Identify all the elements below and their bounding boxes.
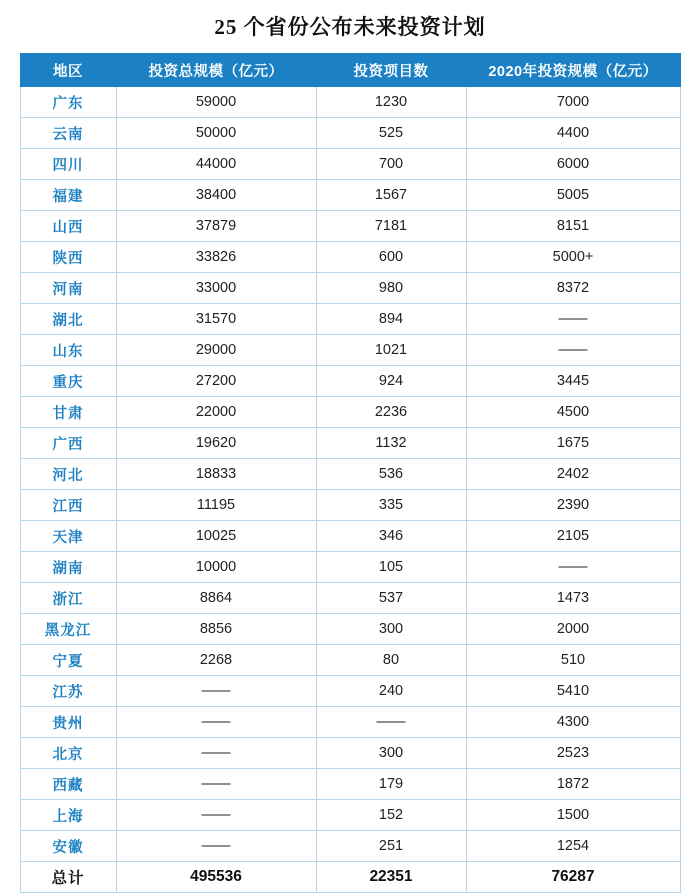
table-row: [20, 149, 680, 180]
cell-region: 福建: [20, 180, 116, 211]
cell-project-count: 105: [316, 552, 466, 583]
table-header-row: [20, 54, 680, 87]
cell-2020-investment: 1254: [466, 831, 680, 862]
cell-region: 山西: [20, 211, 116, 242]
cell-2020-investment: 2523: [466, 738, 680, 769]
cell-2020-investment: 1675: [466, 428, 680, 459]
cell-region: 山东: [20, 335, 116, 366]
table-row: [20, 211, 680, 242]
table-row: [20, 366, 680, 397]
cell-project-count: 894: [316, 304, 466, 335]
cell-2020-investment: 2390: [466, 490, 680, 521]
cell-project-count: 300: [316, 614, 466, 645]
investment-table: [20, 53, 681, 893]
column-header-total-investment: 投资总规模（亿元）: [116, 54, 316, 87]
table-row: [20, 273, 680, 304]
cell-project-count: 2236: [316, 397, 466, 428]
cell-total-investment: 33826: [116, 242, 316, 273]
cell-total-investment: 50000: [116, 118, 316, 149]
table-row: [20, 335, 680, 366]
column-header-region: 地区: [20, 54, 116, 87]
cell-project-count: 7181: [316, 211, 466, 242]
table-row: [20, 831, 680, 862]
cell-total-investment: ——: [116, 738, 316, 769]
cell-region: 黑龙江: [20, 614, 116, 645]
cell-region: 江苏: [20, 676, 116, 707]
cell-region: 上海: [20, 800, 116, 831]
table-row: [20, 676, 680, 707]
cell-region: 陕西: [20, 242, 116, 273]
cell-project-count: 1021: [316, 335, 466, 366]
cell-region: 四川: [20, 149, 116, 180]
cell-2020-investment: 5410: [466, 676, 680, 707]
cell-2020-investment: 4300: [466, 707, 680, 738]
cell-region: 河南: [20, 273, 116, 304]
cell-2020-investment: ——: [466, 304, 680, 335]
cell-project-count: 80: [316, 645, 466, 676]
table-row: [20, 87, 680, 118]
cell-2020-investment: 2000: [466, 614, 680, 645]
cell-project-count: 152: [316, 800, 466, 831]
cell-total-label: 总计: [20, 862, 116, 893]
cell-total-investment: ——: [116, 831, 316, 862]
cell-2020-investment: 5000+: [466, 242, 680, 273]
cell-region: 宁夏: [20, 645, 116, 676]
cell-region: 安徽: [20, 831, 116, 862]
cell-total-investment: 59000: [116, 87, 316, 118]
cell-total-investment: 29000: [116, 335, 316, 366]
column-header-project-count: 投资项目数: [316, 54, 466, 87]
table-row: [20, 614, 680, 645]
table-row: [20, 397, 680, 428]
table-total-row: [20, 862, 680, 893]
cell-2020-investment: 1473: [466, 583, 680, 614]
cell-2020-investment: 1872: [466, 769, 680, 800]
cell-project-count: 536: [316, 459, 466, 490]
table-header: [20, 54, 680, 87]
cell-region: 贵州: [20, 707, 116, 738]
cell-total-investment: 18833: [116, 459, 316, 490]
cell-region: 云南: [20, 118, 116, 149]
cell-region: 浙江: [20, 583, 116, 614]
cell-2020-investment: ——: [466, 335, 680, 366]
cell-total-investment: ——: [116, 800, 316, 831]
cell-total-investment: 27200: [116, 366, 316, 397]
cell-2020-investment: 3445: [466, 366, 680, 397]
cell-2020-investment-sum: 76287: [466, 862, 680, 893]
cell-region: 北京: [20, 738, 116, 769]
table-row: [20, 707, 680, 738]
table-row: [20, 304, 680, 335]
table-row: [20, 800, 680, 831]
cell-total-investment: 19620: [116, 428, 316, 459]
cell-total-investment: ——: [116, 769, 316, 800]
table-row: [20, 645, 680, 676]
cell-2020-investment: 4500: [466, 397, 680, 428]
table-row: [20, 118, 680, 149]
cell-project-count: 700: [316, 149, 466, 180]
cell-project-count: 300: [316, 738, 466, 769]
cell-total-investment: ——: [116, 676, 316, 707]
cell-total-investment: 8864: [116, 583, 316, 614]
table-row: [20, 242, 680, 273]
table-row: [20, 769, 680, 800]
table-row: [20, 521, 680, 552]
cell-total-investment: 31570: [116, 304, 316, 335]
cell-2020-investment: 510: [466, 645, 680, 676]
cell-total-investment: 11195: [116, 490, 316, 521]
cell-region: 广西: [20, 428, 116, 459]
cell-project-count: 1230: [316, 87, 466, 118]
cell-region: 广东: [20, 87, 116, 118]
cell-project-count: 1567: [316, 180, 466, 211]
cell-total-investment: ——: [116, 707, 316, 738]
cell-project-count: 525: [316, 118, 466, 149]
cell-2020-investment: 7000: [466, 87, 680, 118]
table-row: [20, 738, 680, 769]
cell-region: 甘肃: [20, 397, 116, 428]
cell-total-investment: 10000: [116, 552, 316, 583]
cell-2020-investment: 5005: [466, 180, 680, 211]
cell-project-count: 537: [316, 583, 466, 614]
column-header-2020-investment: 2020年投资规模（亿元）: [466, 54, 680, 87]
cell-project-count: 335: [316, 490, 466, 521]
table-row: [20, 583, 680, 614]
cell-region: 重庆: [20, 366, 116, 397]
cell-project-count: 346: [316, 521, 466, 552]
cell-total-investment: 37879: [116, 211, 316, 242]
cell-project-count: 924: [316, 366, 466, 397]
cell-region: 河北: [20, 459, 116, 490]
cell-project-count: 251: [316, 831, 466, 862]
cell-total-investment: 10025: [116, 521, 316, 552]
cell-region: 湖北: [20, 304, 116, 335]
cell-2020-investment: 8151: [466, 211, 680, 242]
table-row: [20, 428, 680, 459]
cell-project-count: 240: [316, 676, 466, 707]
cell-total-investment: 8856: [116, 614, 316, 645]
cell-2020-investment: 4400: [466, 118, 680, 149]
cell-project-count-sum: 22351: [316, 862, 466, 893]
cell-total-investment: 38400: [116, 180, 316, 211]
table-row: [20, 180, 680, 211]
cell-2020-investment: 8372: [466, 273, 680, 304]
cell-project-count: ——: [316, 707, 466, 738]
table-row: [20, 490, 680, 521]
table-body: [20, 87, 680, 893]
cell-project-count: 1132: [316, 428, 466, 459]
cell-2020-investment: 6000: [466, 149, 680, 180]
cell-total-investment: 22000: [116, 397, 316, 428]
cell-project-count: 980: [316, 273, 466, 304]
cell-total-investment: 33000: [116, 273, 316, 304]
cell-project-count: 179: [316, 769, 466, 800]
cell-region: 江西: [20, 490, 116, 521]
table-row: [20, 459, 680, 490]
cell-total-investment: 2268: [116, 645, 316, 676]
cell-region: 湖南: [20, 552, 116, 583]
cell-region: 天津: [20, 521, 116, 552]
page-title: 25 个省份公布未来投资计划: [214, 15, 486, 39]
table-row: [20, 552, 680, 583]
cell-project-count: 600: [316, 242, 466, 273]
cell-total-investment: 44000: [116, 149, 316, 180]
cell-total-investment-sum: 495536: [116, 862, 316, 893]
cell-2020-investment: 2402: [466, 459, 680, 490]
cell-2020-investment: 1500: [466, 800, 680, 831]
cell-2020-investment: 2105: [466, 521, 680, 552]
cell-2020-investment: ——: [466, 552, 680, 583]
cell-region: 西藏: [20, 769, 116, 800]
